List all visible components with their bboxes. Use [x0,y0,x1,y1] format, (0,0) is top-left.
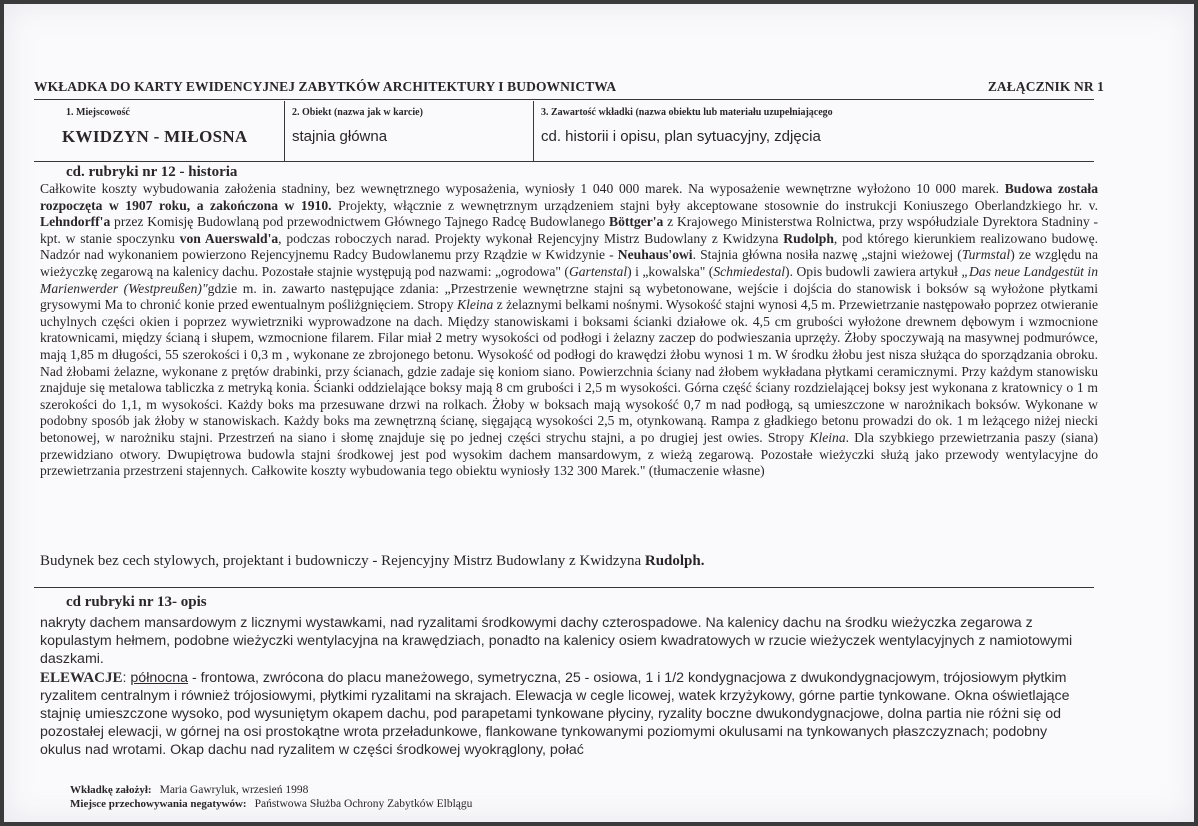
table-bottom-rule [34,161,1094,162]
text-run: , pod którego kierunkiem realizowano budowę. Nadzór nad wykonaniem powierzono Rejencyjnemu Radcy Budowlanemu przy Rządzie w Kwidzynie - [40,230,1099,263]
emphasis-name: Lehndorff'a [40,214,111,230]
author-label: Wkładkę założył: [70,784,152,796]
italic-term: Kleina [457,297,494,313]
annex-number: ZAŁĄCZNIK NR 1 [987,79,1104,94]
storage-value: Państwowa Służba Ochrony Zabytków Elblągu [254,798,473,810]
emphasis-name: Budowa została rozpoczęta w 1907 roku, a zakończona w 1910. [40,181,1099,213]
history-body-text [40,181,1098,480]
description-section-title: cd rubryki nr 13- opis [66,594,207,610]
elevations-label: ELEWACJE [40,669,123,686]
contents-value: cd. historii i opisu, plan sytuacyjny, zdjęcia [541,128,821,145]
italic-term: Schmiedestal [713,263,786,279]
author-row [70,783,472,797]
text-run: , podczas roboczych narad. Projekty wykonał Rejencyjny Mistrz Budowlany z Kwidzyna [278,230,784,246]
emphasis-name: von Auerswald'a [179,230,279,246]
locality-cell [34,101,285,161]
text-run: ) ze względu na wieżyczkę zegarową na kalenicy dachu. Pozostałe stajnie występują pod nazwami: „ogrodowa" ( [40,247,1098,279]
object-label: 2. Obiekt (nazwa jak w karcie) [292,107,423,118]
storage-row [70,797,472,811]
elevation-side: północna [130,669,189,686]
text-run: . Dla szybkiego przewietrzania paszy (siana) przewidziano otwory. Dwupiętrowa budowla stajni środkowej jest pod wysokim dachem mansardowym, z wieżą zegarową. Pozostałe wieżyczki służą jako przewody wentylacyjne do przewietrzania przestrzeni stajennych. Całkowite koszty wybudowania tego obiektu wyniosły 132 300 Marek." (tłumaczenie własne) [40,429,1098,479]
text-run: Projekty, włącznie z wewnętrznym urządzeniem stajni były akceptowane stosownie do instrukcji Koniuszego Oberlandzkiego hr. v. [331,197,1098,213]
text-run: Całkowite koszty wybudowania założenia stadniny, bez wewnętrznego wyposażenia, wyniosły 1 040 000 marek. Na wyposażenie wewnętrzne wyłożono 10 000 marek. [40,181,1005,196]
locality-value: KWIDZYN - MIŁOSNA [62,127,248,146]
history-closing [40,553,704,570]
description-body-text: nakryty dachem mansardowym z licznymi wystawkami, nad ryzalitami środkowymi dachy czterospadowe. Na kalenicy dachu na środku wieżyczka zegarowa z kopulastym hełmem, podobne wieżyczki wentylacyjna na krawędziach, ponadto na kalenicy osiem kwadratowych w rzucie wieżyczek wentylacyjnych z namiotowymi daszkami. ELEWACJE: północna - frontowa, zwrócona do placu maneżowego, symetryczna, 25 - osiowa, 1 i 1/2 kondygnacjowa z dwukondygnacjowym, trójosiowym płytkim ryzalitem centralnym i również trójosiowymi, płytkimi ryzalitami na skrajach. Elewacja w cegle licowej, watek krzyżykowy, górne partie tynkowane. Okna oświetlające stajnię umieszczone wysoko, pod wysuniętym okapem dachu, pod parapetami tynkowane płyciny, ryzality boczne dwukondygnacjowe, dolna partia nie różni się od pozostałej elewacji, w górnej na osi prostokątne wrota przeładunkowe, flankowane tynkowanymi poziomymi okulusami na tynkowanych płaszczyznach; podobny okulus nad wrotami. Okap dachu nad ryzalitem w części środkowej wyokrąglony, połać [40,615,1073,759]
text-run: gdzie m. in. zawarto następujące zdania: „Przestrzenie wewnętrzne stajni są wybetonowane, wejście i dojścia do stanowisk i boksów są wyłożone płytkami grysowymi Ma to chronić konie przed ewentualnym pośliżgnięciem. Stropy [40,280,1098,313]
elevation-text: - frontowa, zwrócona do placu maneżowego, symetryczna, 25 - osiowa, 1 i 1/2 kondygnacjowa z dwukondygnacjowym, trójosiowym płytkim ryzalitem centralnym i również trójosiowymi, płytkimi ryzalitami na skrajach. Elewacja w cegle licowej, watek krzyżykowy, górne partie tynkowane. Okna oświetlające stajnię umieszczone wysoko, pod wysuniętym okapem dachu, pod parapetami tynkowane płyciny, ryzality boczne dwukondygnacjowe, dolna partia nie różni się od pozostałej elewacji, w górnej na osi prostokątne wrota przeładunkowe, flankowane tynkowanymi poziomymi okulusami na tynkowanych płaszczyznach; podobny okulus nad wrotami. Okap dachu nad ryzalitem w części środkowej wyokrąglony, połać [40,669,1070,759]
closing-bold-name: Rudolph. [644,553,705,569]
object-cell [285,101,534,161]
storage-label: Miejsce przechowywania negatywów: [70,798,247,810]
section-divider [34,587,1094,588]
emphasis-name: Neuhaus'owi [617,247,693,263]
object-value: stajnia główna [292,128,388,145]
text-run: przez Komisję Budowlaną pod przewodnictwem Głównego Tajnego Radcę Budowlanego [110,214,609,230]
document-header [34,79,1104,95]
document-title: WKŁADKA DO KARTY EWIDENCYJNEJ ZABYTKÓW ARCHITEKTURY I BUDOWNICTWA [34,79,617,94]
closing-text: Budynek bez cech stylowych, projektant i budowniczy - Rejencyjny Mistrz Budowlany z Kwidzyna [40,553,645,569]
header-rule [34,99,1094,100]
locality-label: 1. Miejscowość [66,107,130,118]
text-run: z Krajowego Ministerstwa Rolnictwa, przy współudziale Dyrektora Stadniny - kpt. w stanie spoczynku [40,214,1098,246]
contents-label: 3. Zawartość wkładki (nazwa obiektu lub materiału uzupełniającego [541,107,833,118]
description-intro: nakryty dachem mansardowym z licznymi wystawkami, nad ryzalitami środkowymi dachy czterospadowe. Na kalenicy dachu na środku wieżyczka zegarowa z kopulastym hełmem, podobne wieżyczki wentylacyjna na krawędziach, ponadto na kalenicy osiem kwadratowych w rzucie wieżyczek wentylacyjnych z namiotowymi daszkami. [40,615,1073,668]
text-run: ). Opis budowli zawiera artykuł [785,263,962,279]
text-run: ) i „kowalska" ( [627,263,714,279]
emphasis-name: Rudolph [783,230,834,246]
italic-term: Kleina [809,429,846,445]
text-run: z żelaznymi belkami nośnymi. Wysokość stajni wynosi 4,5 m. Przewietrzanie następowało poprzez otwieranie uchylnych części okien i poprzez wywietrzniki wyprowadzone na dach. Między stanowiskami i boksami ścianki działowe ok. 4,5 cm grubości wyłożone drewnem dębowym i wzmocnione kratownicami, między ścianą i słupem, wzmocnione filarem. Filar miał 2 metry wysokości od podłogi i żelazny zaczep do podwieszania uprzęży. Żłoby spoczywają na masywnej podmurówce, mają 1,85 m długości, 55 szerokości i 0,3 m , wykonane ze zbrojonego betonu. Wysokość od podłogi do krawędzi żłobu wynosi 1 m. W środku żłobu jest nisza służąca do sporządzania obroku. Nad żłobami żelazne, wykonane z prętów drabinki, przy ścianach, gdzie zadaje się koniom siano. Powierzchnia ściany nad żłobem wykładana płytkami ceramicznymi. Przy każdym stanowisku znajduje się metalowa tabliczka z metryką konia. Ścianki oddzielające boksy mają 8 cm grubości i 2,5 m wysokości. Górna część ściany rozdzielającej boksy jest wykonana z kratownicy o 1 m szerokości do 1,1, m wysokości. Każdy boks ma przesuwane drzwi na rolkach. Żłoby w boksach mają wysokość 0,7 m nad podłogą, są umieszczone w narożnikach boksów. Wykonane w podobny sposób jak żłoby w stanowiskach. Każdy boks ma zewnętrzną ścianę, sięgającą wysokości 2,5 m, otynkowaną. Rampa z gładkiego betonu prowadzi do ok. 1 m leżącego niżej niecki betonowej, w narożniku stajni. Przestrzeń na siano i słomę znajduje się po jednej części strychu stajni, a po drugiej jest owies. Stropy [40,297,1099,445]
document-page [4,4,1194,822]
contents-cell [534,101,1094,161]
text-run: . Stajnia główna nosiła nazwę „stajni wieżowej ( [692,247,962,263]
document-footer [70,783,472,811]
italic-term: Gartenstal [568,263,628,279]
emphasis-name: Böttger'a [609,214,664,230]
author-value: Maria Gawryluk, wrzesień 1998 [159,784,309,796]
italic-term: Turmstal [961,247,1011,263]
italic-term: „Das neue Landgestüt in Marienwerder (Westpreußen)" [40,263,1099,296]
info-table [34,101,1094,161]
history-section-title: cd. rubryki nr 12 - historia [66,164,238,180]
